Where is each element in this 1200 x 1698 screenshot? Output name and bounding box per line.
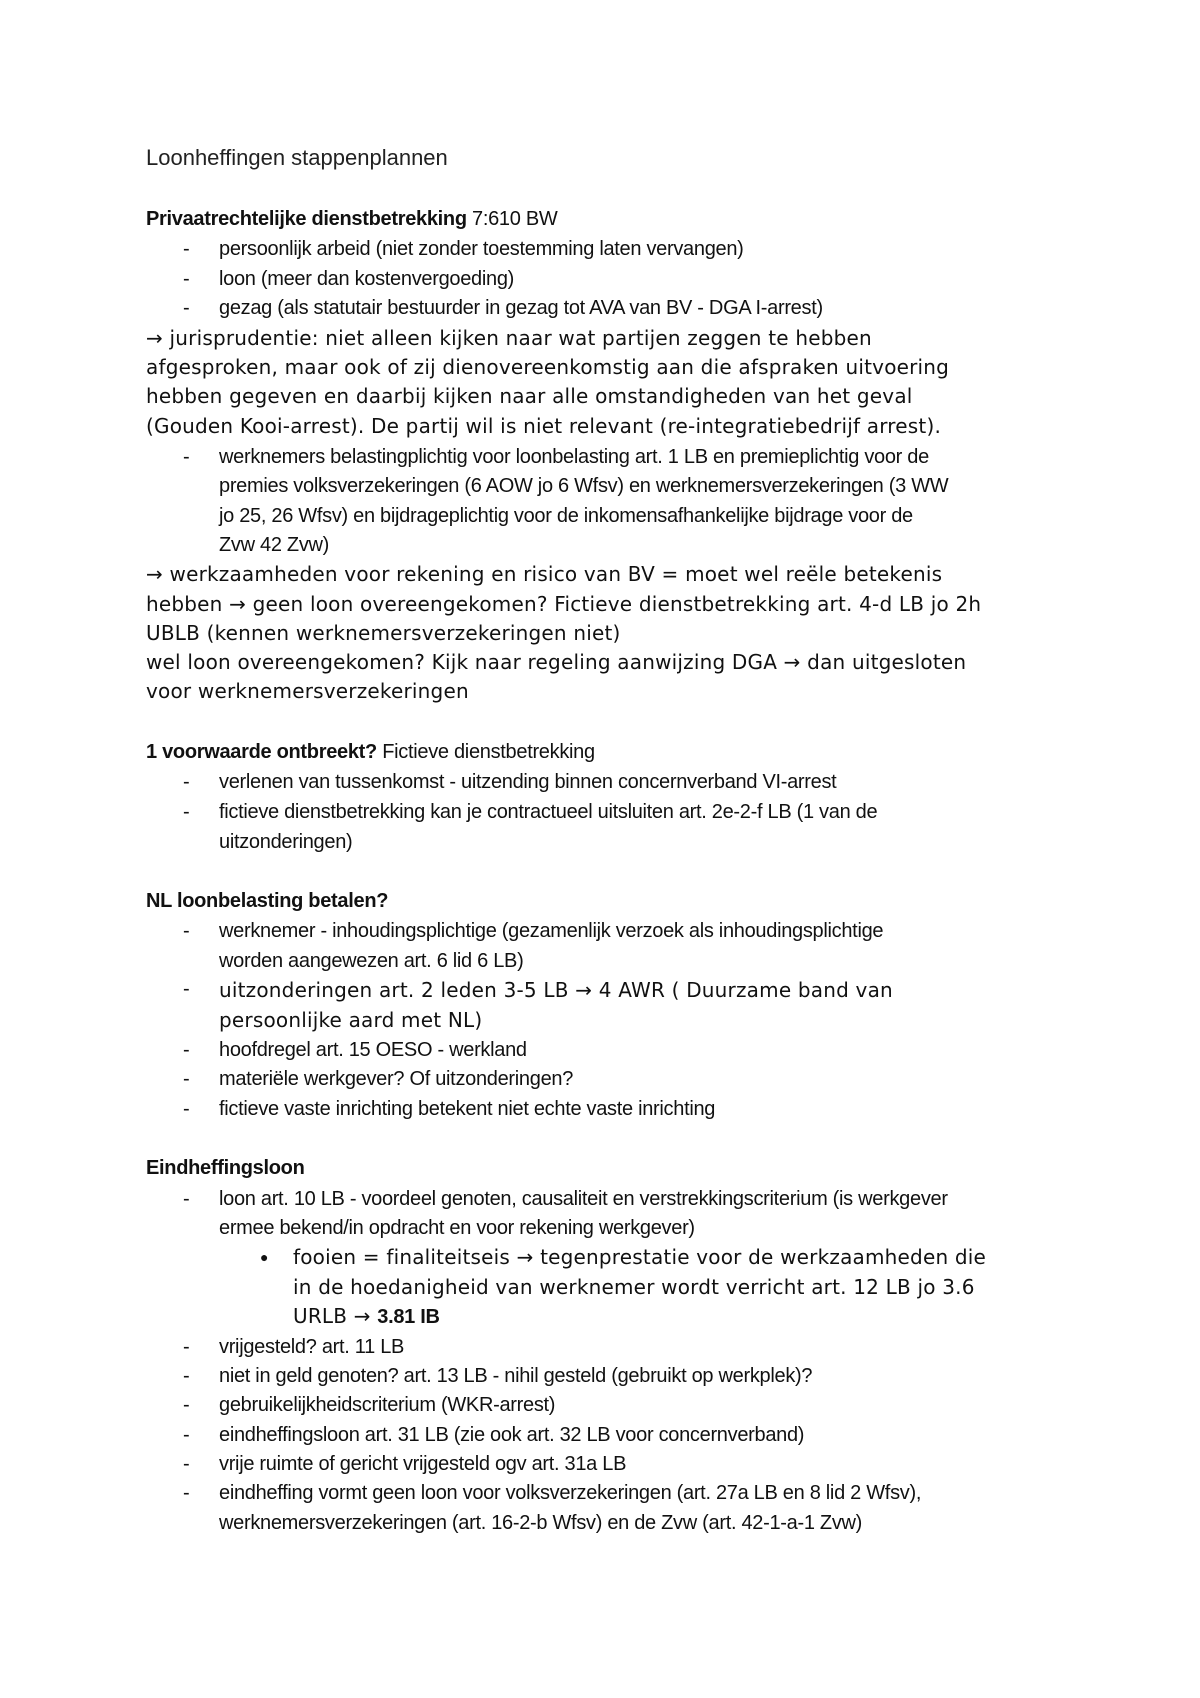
paragraph-line: UBLB (kennen werknemersverzekeringen niet) bbox=[146, 621, 621, 645]
list-item: werknemers belastingplichtig voor loonbelasting art. 1 LB en premieplichtig voor de bbox=[219, 446, 929, 468]
list-item-continuation: jo 25, 26 Wfsv) en bijdrageplichtig voor de inkomensafhankelijke bijdrage voor de bbox=[219, 505, 913, 527]
dash-marker: - bbox=[183, 1039, 190, 1061]
list-item: loon art. 10 LB - voordeel genoten, causaliteit en verstrekkingscriterium (is werkgever bbox=[219, 1188, 948, 1210]
paragraph-line: → werkzaamheden voor rekening en risico van BV = moet wel reële betekenis bbox=[146, 562, 943, 586]
dash-marker: - bbox=[183, 771, 190, 793]
list-item: gezag (als statutair bestuurder in gezag tot AVA van BV - DGA I-arrest) bbox=[219, 297, 823, 319]
list-item: werknemer - inhoudingsplichtige (gezamenlijk verzoek als inhoudingsplichtige bbox=[219, 920, 884, 942]
list-item: loon (meer dan kostenvergoeding) bbox=[219, 268, 515, 290]
dash-marker: - bbox=[183, 1098, 190, 1120]
section-heading-privaatrechtelijke bbox=[146, 208, 557, 231]
list-item-continuation: ermee bekend/in opdracht en voor rekening werkgever) bbox=[219, 1217, 695, 1239]
dash-marker: - bbox=[183, 1188, 190, 1210]
sub-list-item-continuation: in de hoedanigheid van werknemer wordt verricht art. 12 LB jo 3.6 bbox=[293, 1275, 975, 1299]
dash-marker: - bbox=[183, 1453, 190, 1475]
paragraph-line: voor werknemersverzekeringen bbox=[146, 679, 469, 703]
dash-marker: - bbox=[183, 801, 190, 823]
list-item: verlenen van tussenkomst - uitzending binnen concernverband VI-arrest bbox=[219, 771, 837, 793]
dash-marker: - bbox=[183, 920, 190, 942]
paragraph-line: → jurisprudentie: niet alleen kijken naar wat partijen zeggen te hebben bbox=[146, 326, 872, 350]
bullet-icon: ● bbox=[260, 1249, 269, 1265]
list-item: hoofdregel art. 15 OESO - werkland bbox=[219, 1039, 527, 1061]
list-item-continuation: werknemersverzekeringen (art. 16-2-b Wfsv) en de Zvw (art. 42-1-a-1 Zvw) bbox=[219, 1512, 863, 1534]
dash-marker: - bbox=[183, 297, 190, 319]
dash-marker: - bbox=[183, 1424, 190, 1446]
list-item-continuation: uitzonderingen) bbox=[219, 831, 353, 853]
paragraph-line: afgesproken, maar ook of zij dienovereenkomstig aan die afspraken uitvoering bbox=[146, 355, 950, 379]
sub-list-item-continuation bbox=[293, 1304, 440, 1329]
dash-marker: - bbox=[183, 268, 190, 290]
list-item: persoonlijk arbeid (niet zonder toestemming laten vervangen) bbox=[219, 238, 744, 260]
list-item: materiële werkgever? Of uitzonderingen? bbox=[219, 1068, 574, 1090]
dash-marker: - bbox=[183, 1068, 190, 1090]
section-heading-voorwaarde bbox=[146, 741, 595, 764]
paragraph-line: wel loon overeengekomen? Kijk naar regeling aanwijzing DGA → dan uitgesloten bbox=[146, 650, 967, 674]
sub-list-bold: 3.81 IB bbox=[377, 1306, 440, 1328]
dash-marker: - bbox=[183, 1336, 190, 1358]
list-item: fictieve dienstbetrekking kan je contractueel uitsluiten art. 2e-2-f LB (1 van de bbox=[219, 801, 878, 823]
dash-marker: - bbox=[183, 978, 190, 1000]
list-item: vrije ruimte of gericht vrijgesteld ogv art. 31a LB bbox=[219, 1453, 627, 1475]
dash-marker: - bbox=[183, 1482, 190, 1504]
dash-marker: - bbox=[183, 238, 190, 260]
list-item: eindheffing vormt geen loon voor volksverzekeringen (art. 27a LB en 8 lid 2 Wfsv), bbox=[219, 1482, 922, 1504]
list-item: niet in geld genoten? art. 13 LB - nihil gesteld (gebruikt op werkplek)? bbox=[219, 1365, 813, 1387]
dash-marker: - bbox=[183, 1394, 190, 1416]
section-heading-eindheffingsloon: Eindheffingsloon bbox=[146, 1157, 305, 1179]
dash-marker: - bbox=[183, 446, 190, 468]
sub-list-item: fooien = finaliteitseis → tegenprestatie voor de werkzaamheden die bbox=[293, 1245, 987, 1269]
document-title: Loonheffingen stappenplannen bbox=[146, 145, 448, 170]
list-item: vrijgesteld? art. 11 LB bbox=[219, 1336, 405, 1358]
list-item-continuation: worden aangewezen art. 6 lid 6 LB) bbox=[219, 950, 524, 972]
list-item: uitzonderingen art. 2 leden 3-5 LB → 4 AWR ( Duurzame band van bbox=[219, 978, 893, 1002]
heading-rest: 7:610 BW bbox=[466, 208, 558, 230]
sub-list-text: URLB → bbox=[293, 1304, 378, 1328]
list-item-continuation: persoonlijke aard met NL) bbox=[219, 1008, 483, 1032]
heading-bold: Privaatrechtelijke dienstbetrekking bbox=[146, 208, 467, 230]
heading-rest: Fictieve dienstbetrekking bbox=[376, 741, 595, 763]
paragraph-line: hebben → geen loon overeengekomen? Fictieve dienstbetrekking art. 4-d LB jo 2h bbox=[146, 592, 982, 616]
heading-bold: 1 voorwaarde ontbreekt? bbox=[146, 741, 377, 763]
paragraph-line: hebben gegeven en daarbij kijken naar alle omstandigheden van het geval bbox=[146, 384, 913, 408]
list-item: gebruikelijkheidscriterium (WKR-arrest) bbox=[219, 1394, 556, 1416]
list-item: fictieve vaste inrichting betekent niet echte vaste inrichting bbox=[219, 1098, 716, 1120]
paragraph-line: (Gouden Kooi-arrest). De partij wil is niet relevant (re-integratiebedrijf arrest). bbox=[146, 414, 941, 438]
dash-marker: - bbox=[183, 1365, 190, 1387]
list-item-continuation: premies volksverzekeringen (6 AOW jo 6 Wfsv) en werknemersverzekeringen (3 WW bbox=[219, 475, 949, 497]
list-item: eindheffingsloon art. 31 LB (zie ook art. 32 LB voor concernverband) bbox=[219, 1424, 805, 1446]
list-item-continuation: Zvw 42 Zvw) bbox=[219, 534, 330, 556]
section-heading-nl-loonbelasting: NL loonbelasting betalen? bbox=[146, 890, 389, 912]
